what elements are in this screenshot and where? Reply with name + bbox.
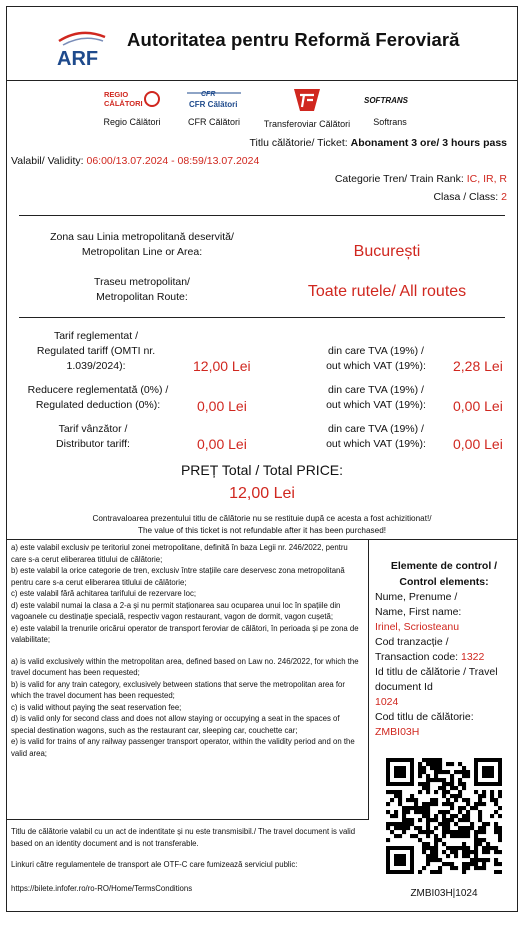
svg-text:SOFTRANS: SOFTRANS <box>364 96 408 105</box>
seller-tariff-value: 0,00 Lei <box>197 436 247 452</box>
qr-code-icon <box>386 758 502 874</box>
ticket-title-line <box>249 137 507 149</box>
train-rank-value: IC, IR, R <box>466 173 507 185</box>
term-en-b: b) is valid for any train category, exclusively between stations that serve the metropolitan area for which the travel document has been requested; <box>11 679 345 700</box>
arf-logo-icon <box>53 25 109 69</box>
svg-text:CFR Călători: CFR Călători <box>189 100 238 109</box>
term-ro-a: a) este valabil exclusiv pe teritoriul zonei metropolitane, definită în baza Legii nr. 246/2022, pentru care s-a cerut eliberarea titlului de călătorie; <box>11 543 348 564</box>
class-value: 2 <box>501 191 507 203</box>
ticket <box>6 6 518 912</box>
total-price-label: PREȚ Total / Total PRICE: <box>180 462 344 478</box>
train-rank-line <box>335 173 507 185</box>
softrans-logo-icon <box>360 87 420 111</box>
term-ro-c: c) este valabil fără achitarea tarifului de rezervare loc; <box>11 589 197 598</box>
vat2-label: din care TVA (19%) / out which VAT (19%): <box>326 384 426 411</box>
ticket-code-label: Cod titlu de călătorie: <box>375 711 474 723</box>
transaction-line: Transaction code: 1322 <box>375 651 485 663</box>
refund-note-ro: Contravaloarea prezentului titlu de călătorie nu se restituie după ce acesta a fost achizitionat!/ <box>92 514 432 523</box>
class-label: Clasa / Class: <box>433 191 499 203</box>
cfr-calatori-logo-icon <box>183 87 245 111</box>
operator-label: Transferoviar Călători <box>263 119 351 129</box>
term-ro-d: d) este valabil numai la clasa a 2-a și nu permit staționarea sau ocuparea unui loc în spațiile din vagoanele cu destinație specială, respectiv vagon restaurant, vagon de dormit, vagon cușetă; <box>11 600 341 621</box>
operator-label: Softrans <box>373 117 407 127</box>
deduction-value: 0,00 Lei <box>197 398 247 414</box>
identity-note: Titlu de călătorie valabil cu un act de indentitate și nu este transmisibil./ The travel document is valid based on an identity document and is not transferable. <box>11 827 356 848</box>
terms-block <box>7 540 369 820</box>
regio-calatori-logo-icon <box>102 87 162 111</box>
deduction-label: Reducere reglementată (0%) / Regulated deduction (0%): <box>27 384 169 411</box>
train-rank-label: Categorie Tren/ Train Rank: <box>334 173 464 185</box>
term-ro-e: e) este valabil la trenurile oricărui operator de transport feroviar de călători, în perioada și pe zona de valabilitate; <box>11 623 359 644</box>
validity-line <box>11 155 259 167</box>
area-value: București <box>353 243 421 260</box>
route-value: Toate rutele/ All routes <box>307 283 467 300</box>
vat2-value: 0,00 Lei <box>453 398 503 414</box>
control-title: Elemente de control / Control elements: <box>390 560 498 588</box>
arf-logo-text: ARF <box>57 48 99 69</box>
name-label-en: Name, First name: <box>375 606 462 618</box>
links-label: Linkuri către regulamentele de transport ale OTF-C care fumizează serviciul public: <box>11 860 298 869</box>
document-id-label: Id titlu de călătorie / Travel <box>375 666 498 678</box>
transaction-label: Cod tranzacție / <box>375 636 449 648</box>
seller-tariff-label: Tarif vânzător / Distributor tariff: <box>56 423 130 450</box>
class-line <box>433 191 507 203</box>
term-en-c: c) is valid without paying the seat reservation fee; <box>11 702 182 712</box>
header <box>7 7 517 81</box>
validity-label: Valabil/ Validity: <box>11 155 84 167</box>
divider <box>19 317 505 318</box>
operators-row <box>97 87 437 137</box>
divider <box>19 215 505 216</box>
name-label: Nume, Prenume / <box>375 591 458 603</box>
terms-link[interactable]: https://bilete.infofer.ro/ro-RO/Home/TermsConditions <box>11 883 193 893</box>
ticket-title-value: Abonament 3 ore/ 3 hours pass <box>350 137 507 149</box>
vat3-label: din care TVA (19%) / out which VAT (19%): <box>326 423 426 450</box>
refund-note-en: The value of this ticket is not refundable after it has been purchased! <box>137 526 387 535</box>
vat3-value: 0,00 Lei <box>453 436 503 452</box>
regulated-tariff-value: 12,00 Lei <box>193 358 251 374</box>
term-en-d: d) is valid only for second class and does not allow staying or occupying a seat in the spaces of special destination wagons, such as the restaurant car, sleeping car, couchette car; <box>11 714 340 735</box>
document-id-label-en: document Id <box>375 681 433 693</box>
svg-text:REGIO: REGIO <box>104 90 129 99</box>
ticket-title-label: Titlu călătorie/ Ticket: <box>249 137 348 149</box>
org-title: Autoritatea pentru Reformă Feroviară <box>127 29 460 50</box>
ticket-code-value: ZMBI03H <box>375 726 420 738</box>
route-label: Traseu metropolitan/ Metropolitan Route: <box>94 276 190 303</box>
document-id-value: 1024 <box>375 696 399 708</box>
operator-regio <box>97 87 167 127</box>
transferoviar-logo-icon <box>290 87 324 113</box>
name-value: Irinel, Scriosteanu <box>375 621 460 633</box>
vat1-label: din care TVA (19%) / out which VAT (19%): <box>326 345 426 372</box>
transaction-value: 1322 <box>461 651 485 663</box>
term-en-e: e) is valid for trains of any railway passenger transport operator, within the validity period and on the valid area; <box>11 737 355 758</box>
total-price-value: 12,00 Lei <box>229 485 295 502</box>
footer-block <box>7 822 369 898</box>
validity-value: 06:00/13.07.2024 - 08:59/13.07.2024 <box>86 155 260 167</box>
operator-label: CFR Călători <box>187 117 240 127</box>
control-elements <box>369 540 519 914</box>
operator-cfr <box>179 87 249 127</box>
vat1-value: 2,28 Lei <box>453 358 503 374</box>
operator-softrans <box>355 87 425 127</box>
svg-text:CFR: CFR <box>201 91 216 98</box>
term-ro-b: b) este valabil la orice categorie de tren, exclusiv între stațiile care deservesc zona metropolitană pentru care s-a cerut eliberarea titlului de călătorie; <box>11 566 345 587</box>
area-label: Zona sau Linia metropolitană deservită/ Metropolitan Line or Area: <box>50 231 234 258</box>
qr-caption: ZMBI03H|1024 <box>410 888 478 899</box>
operator-transferoviar <box>257 87 357 129</box>
term-en-a: a) is valid exclusively within the metropolitan area, defined based on Law no. 246/2022, for which the travel document has been requested; <box>11 656 359 677</box>
svg-text:CĂLĂTORI: CĂLĂTORI <box>104 99 143 108</box>
regulated-tariff-label: Tarif reglementat / Regulated tariff (OMTI nr. 1.039/2024): <box>36 330 156 372</box>
operator-label: Regio Călători <box>103 117 161 127</box>
bottom-section <box>7 539 517 913</box>
